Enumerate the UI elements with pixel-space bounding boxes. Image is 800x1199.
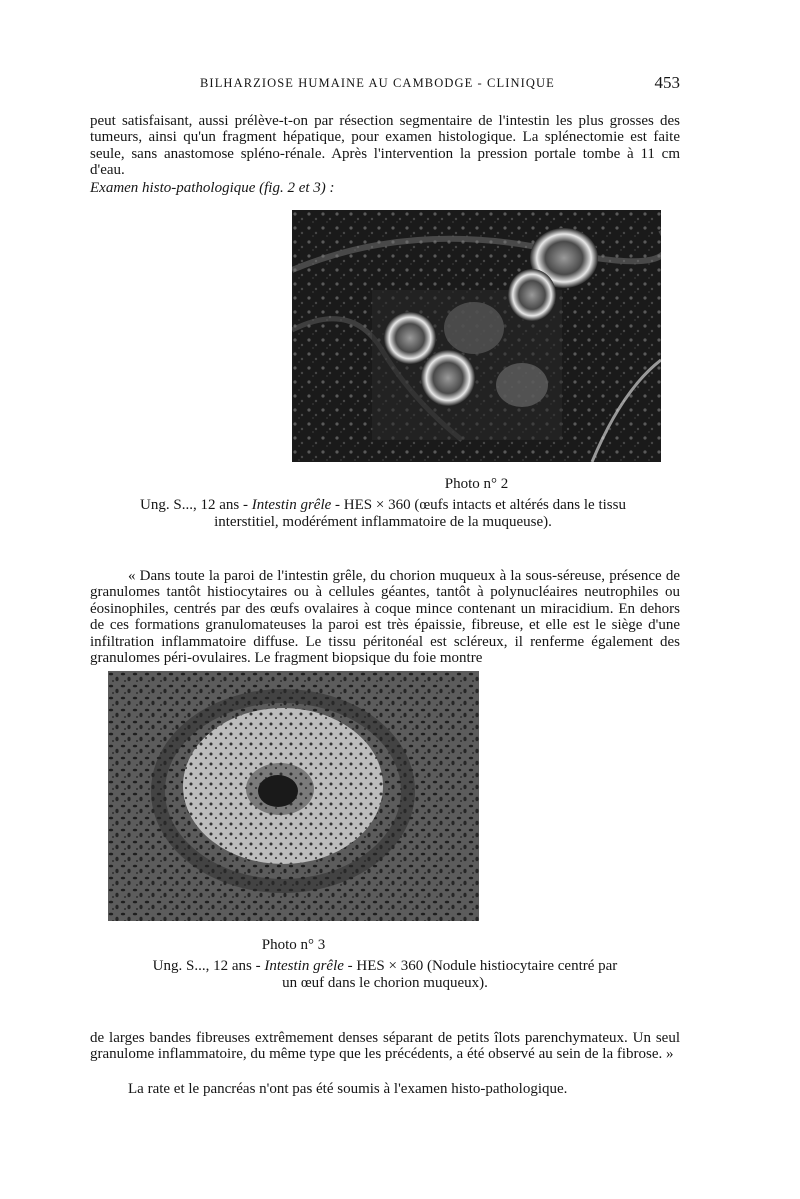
quote-paragraph: « Dans toute la paroi de l'intestin grêle, du chorion muqueux à la sous-séreuse, présence de granulomes tantôt histiocytaires ou à cellules géantes, tantôt à polynucléaires neutrophiles ou éosinophiles, centrés par des œufs ovalaires à coque mince contenant un miracidium. En dehors de ces formations granulomateuses la paroi est très épaissie, fibreuse, et elle est le siège d'une infiltration inflammatoire diffuse. Le tissu péritonéal est scléreux, il renferme également des granulomes péri-ovulaires. Le fragment biopsique du foie montre [90, 568, 680, 667]
closing-paragraph: La rate et le pancréas n'ont pas été soumis à l'examen histo-pathologique. [128, 1081, 568, 1097]
micrograph-photo-2 [292, 210, 661, 462]
intro-paragraph: peut satisfaisant, aussi prélève-t-on par résection segmentaire de l'intestin les plus grosses des tumeurs, ainsi qu'un fragment hépatique, pour examen histologique. La splénectomie est faite seule, sans anastomose spléno-rénale. Après l'intervention la pression portale tombe à 11 cm d'eau. [90, 113, 680, 179]
micrograph-photo-3 [108, 671, 479, 921]
photo-3-caption: Ung. S..., 12 ans - Intestin grêle - HES × 360 (Nodule histiocytaire centré par un œuf dans le chorion muqueux). [152, 958, 618, 991]
photo-2-label: Photo n° 2 [444, 476, 509, 492]
section-subheading: Examen histo-pathologique (fig. 2 et 3) : [90, 180, 335, 196]
page-number: 453 [654, 73, 680, 92]
continuation-paragraph: de larges bandes fibreuses extrêmement denses séparant de petits îlots parenchymateux. Un seul granulome inflammatoire, du même type que les précédents, a été observé au sein de la fibrose. » [90, 1030, 680, 1063]
photo-3-label: Photo n° 3 [261, 937, 326, 953]
photo-2-caption: Ung. S..., 12 ans - Intestin grêle - HES × 360 (œufs intacts et altérés dans le tissu interstitiel, modérément inflammatoire de la muqueuse). [140, 497, 626, 530]
running-title: BILHARZIOSE HUMAINE AU CAMBODGE - CLINIQUE [200, 76, 555, 90]
